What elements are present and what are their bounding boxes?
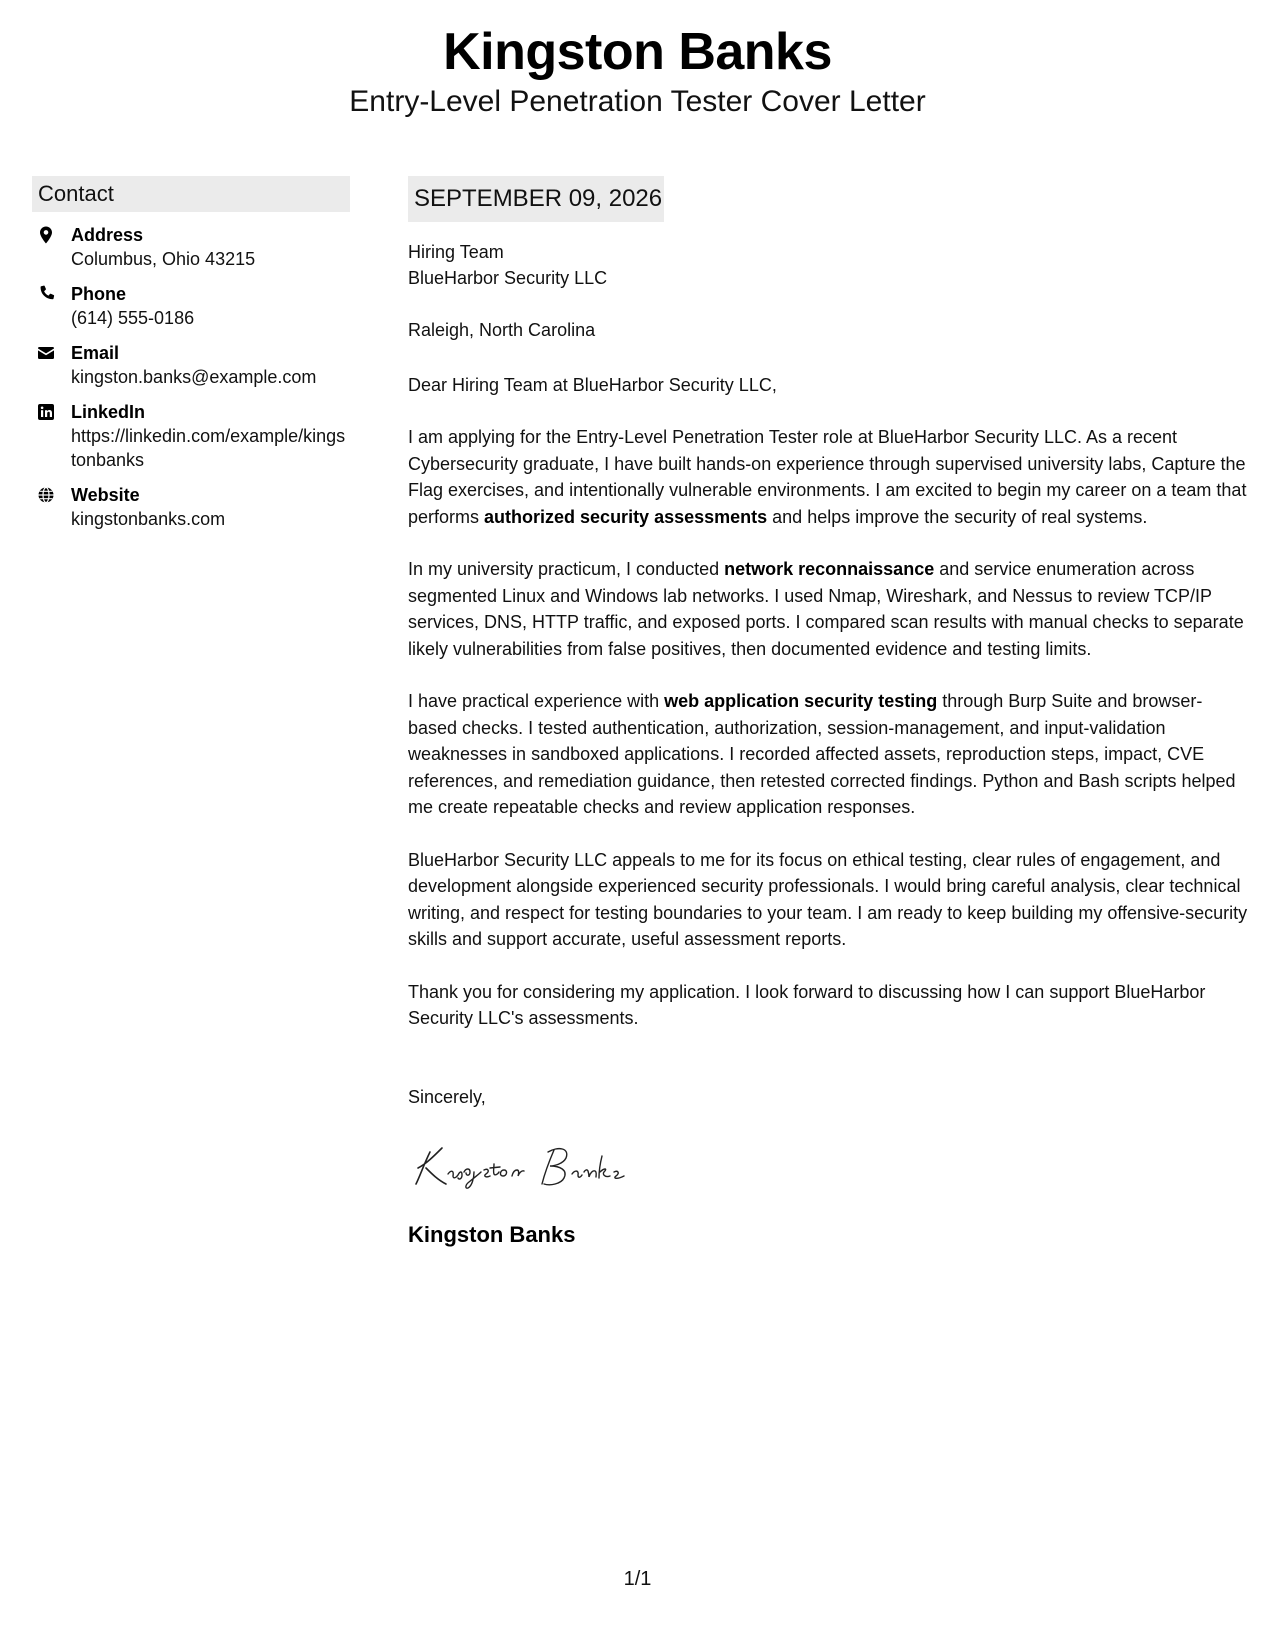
website-link[interactable]: kingstonbanks.com [71, 509, 226, 529]
address-value: Columbus, Ohio 43215 [71, 249, 256, 269]
letter-date: SEPTEMBER 09, 2026 [408, 176, 664, 222]
recipient-block [408, 240, 1248, 344]
phone-value: (614) 555-0186 [71, 308, 195, 328]
contact-label: Email [71, 343, 120, 363]
contact-item-website [32, 483, 350, 531]
salutation: Dear Hiring Team at BlueHarbor Security LLC, [408, 374, 777, 395]
phone-icon [36, 284, 56, 304]
contact-item-email [32, 341, 350, 389]
letter-header [0, 22, 1275, 120]
contact-item-linkedin [32, 400, 350, 472]
letter-body [408, 176, 1248, 1248]
globe-icon [36, 485, 56, 505]
contact-sidebar [32, 176, 350, 531]
body-paragraph: Thank you for considering my application. I look forward to discussing how I can support BlueHarbor Security LLC's assessments. [408, 981, 1206, 1028]
envelope-icon [36, 343, 56, 363]
body-paragraph: BlueHarbor Security LLC appeals to me for its focus on ethical testing, clear rules of engagement, and development alongside experienced security professionals. I would bring careful analysis, clear technical writing, and respect for testing boundaries to your team. I am ready to keep building my offensive-security skills and support accurate, useful assessment reports. [408, 849, 1248, 949]
document-title: Entry-Level Penetration Tester Cover Letter [349, 85, 926, 118]
linkedin-icon [36, 402, 56, 422]
applicant-name: Kingston Banks [443, 23, 832, 81]
body-paragraph: I am applying for the Entry-Level Penetration Tester role at BlueHarbor Security LLC. As a recent Cybersecurity graduate, I have built hands-on experience through supervised university labs, Capture the Flag exercises, and intentionally vulnerable environments. I am excited to begin my career on a team that performs authorized security assessments and helps improve the security of real systems. [408, 427, 1247, 527]
recipient-company: BlueHarbor Security LLC [408, 267, 608, 288]
map-pin-icon [36, 225, 56, 245]
contact-label: LinkedIn [71, 402, 146, 422]
contact-label: Address [71, 225, 144, 245]
page-number: 1/1 [623, 1568, 652, 1590]
contact-item-address [32, 223, 350, 271]
contact-label: Website [71, 485, 140, 505]
signer-name: Kingston Banks [408, 1221, 576, 1247]
body-paragraph: I have practical experience with web application security testing through Burp Suite and browser-based checks. I tested authentication, authorization, session-management, and input-validation weaknesses in sandboxed applications. I recorded affected assets, reproduction steps, impact, CVE references, and remediation guidance, then retested corrected findings. Python and Bash scripts helped me create repeatable checks and review application responses. [408, 691, 1236, 817]
recipient-team: Hiring Team [408, 242, 504, 262]
handwritten-signature [408, 1134, 668, 1194]
recipient-location: Raleigh, North Carolina [408, 320, 596, 340]
body-paragraph: In my university practicum, I conducted network reconnaissance and service enumeration across segmented Linux and Windows lab networks. I used Nmap, Wireshark, and Nessus to review TCP/IP services, DNS, HTTP traffic, and exposed ports. I compared scan results with manual checks to separate likely vulnerabilities from false positives, then documented evidence and testing limits. [408, 559, 1244, 659]
contact-heading: Contact [32, 176, 350, 212]
contact-item-phone [32, 282, 350, 330]
contact-label: Phone [71, 284, 127, 304]
email-value: kingston.banks@example.com [71, 367, 317, 387]
closing: Sincerely, [408, 1086, 486, 1107]
linkedin-link[interactable]: https://linkedin.com/example/kingstonbanks [71, 426, 346, 470]
